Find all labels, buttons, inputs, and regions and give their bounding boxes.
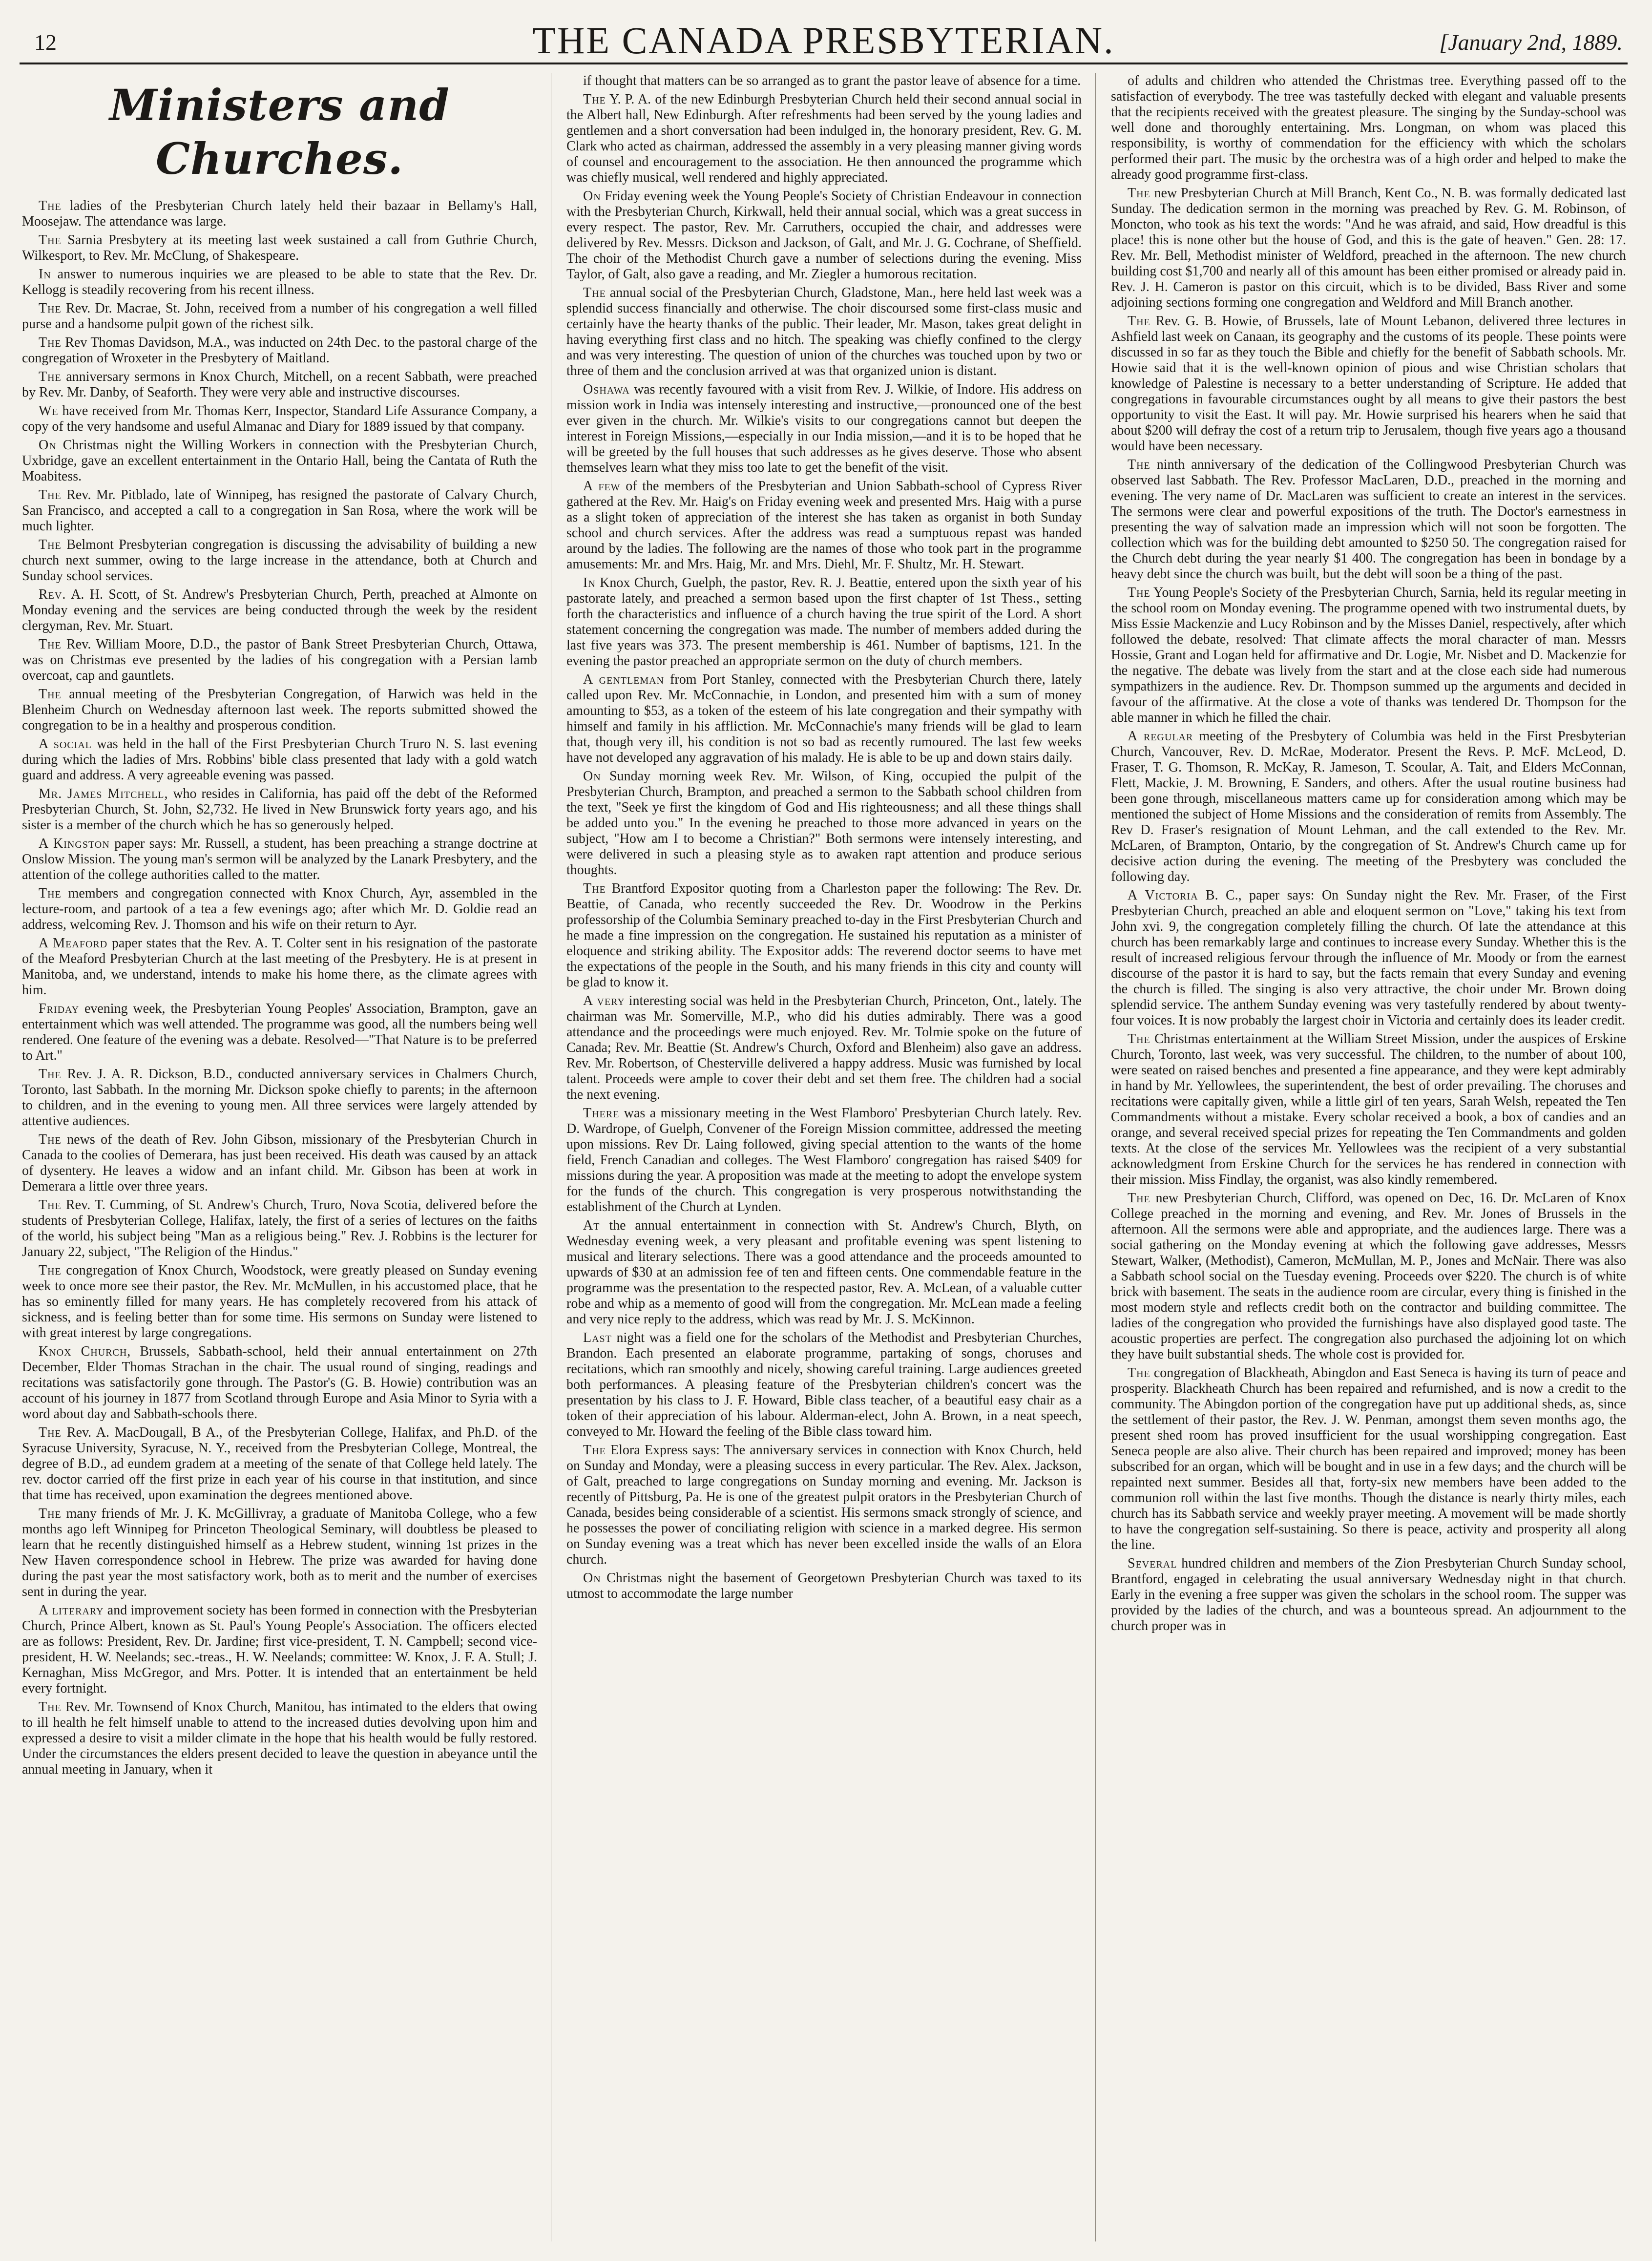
article-paragraph: There was a missionary meeting in the West Flamboro' Presbyterian Church lately. Rev. D. Wardrope, of Guelph, Convener of the Foreign Mission committee, addressed the meeting upon missions. Rev Dr. Laing followed, giving special attention to the wants of the home field, French Canadian and colleges. The West Flamboro' congregation has raised $409 for missions during the year. A proposition was made at the meeting to adopt the envelope system for the funds of the church. This congregation is very prosperous notwithstanding the establishment of the Church at Lynden. (566, 1106, 1082, 1214)
article-paragraph: of adults and children who attended the Christmas tree. Everything passed off to the satisfaction of everybody. The tree was tastefully decked with elegant and valuable presents that the recipients received with the greatest pleasure. The singing by the Sunday-school was well done and thoroughly entertaining. Mrs. Longman, on whom was placed this responsibility, is worthy of commendation for the efficiency with which the scholars performed their part. The music by the orchestra was of a high order and helped to make the already good programme first-class. (1111, 73, 1626, 182)
article-paragraph: The members and congregation connected with Knox Church, Ayr, assembled in the lecture-room, and partook of a tea a few evenings ago; after which Mr. D. Goldie read an address, welcoming Rev. J. Thomson and his wife on their return to Ayr. (22, 886, 537, 932)
article-paragraph: On Friday evening week the Young People's Society of Christian Endeavour in connection with the Presbyterian Church, Kirkwall, held their annual social, which was a great success in every respect. The pastor, Rev. Mr. Carruthers, occupied the chair, and addresses were delivered by Rev. Messrs. Dickson and Jackson, of Galt, and Mr. J. G. Cochrane, of Sheffield. The choir of the Methodist Church gave a number of selections during the evening. Miss Taylor, of Galt, also gave a reading, and Mr. Ziegler a humorous recitation. (566, 188, 1082, 282)
article-paragraph: The new Presbyterian Church at Mill Branch, Kent Co., N. B. was formally dedicated last Sunday. The dedication sermon in the morning was preached by Rev. G. M. Robinson, of Moncton, who took as his text the words: "And he was afraid, and said, How dreadful is this place! this is none other but the house of God, and this is the gate of heaven." Gen. 28: 17. Rev. Mr. Bell, Methodist minister of Weldford, preached in the afternoon. The new church building cost $1,700 and nearly all of this amount has been either promised or already paid in. Rev. J. H. Cameron is pastor on this circuit, which is to be divided, Bass River and some adjoining sections forming one congregation and Weldford and Mill Branch another. (1111, 186, 1626, 310)
article-paragraph: The annual meeting of the Presbyterian Congregation, of Harwich was held in the Blenheim Church on Wednesday afternoon last week. The reports submitted showed the congregation to be in a healthy and prosperous condition. (22, 687, 537, 733)
article-paragraph: The Rev. Dr. Macrae, St. John, received from a number of his congregation a well filled purse and a handsome pulpit gown of the richest silk. (22, 301, 537, 332)
article-paragraph: On Sunday morning week Rev. Mr. Wilson, of King, occupied the pulpit of the Presbyterian Church, Brampton, and preached a sermon to the Sabbath school children from the text, "Seek ye first the kingdom of God and His righteousness; and all these things shall be added unto you." In the evening he preached to those more advanced in years on the subject, "How am I to become a Christian?" Both sermons were intensely interesting, and were delivered in such a pleasing style as to awaken rapt attention and produce serious thoughts. (566, 769, 1082, 878)
article-paragraph: The Rev. A. MacDougall, B A., of the Presbyterian College, Halifax, and Ph.D. of the Syracuse University, Syracuse, N. Y., received from the Presbyterian College, Montreal, the degree of B.D., ad eundem gradem at a meeting of the senate of that College held lately. The rev. doctor carried off the first prize in each year of his course in that institution, and since that time has received, upon examination the degrees mentioned above. (22, 1425, 537, 1503)
column-3 (1111, 73, 1626, 2246)
column-1 (22, 73, 537, 2246)
article-paragraph: The Rev. Mr. Townsend of Knox Church, Manitou, has intimated to the elders that owing to ill health he felt himself unable to attend to the increased duties devolving upon him and expressed a desire to visit a milder climate in the hope that his health would be fully restored. Under the circumstances the elders present decided to leave the question in abeyance until the annual meeting in January, when it (22, 1699, 537, 1777)
article-paragraph: A social was held in the hall of the First Presbyterian Church Truro N. S. last evening during which the ladies of Mrs. Robbins' bible class presented that lady with a gold watch guard and address. A very agreeable evening was passed. (22, 736, 537, 783)
article-paragraph: The many friends of Mr. J. K. McGillivray, a graduate of Manitoba College, who a few months ago left Winnipeg for Princeton Theological Seminary, will doubtless be pleased to learn that he recently distinguished himself as a Hebrew student, winning 1st prizes in the New Haven correspondence school in Hebrew. The prize was awarded for having done during the past year the most satisfactory work, both as to merit and the number of exercises sent in during the year. (22, 1506, 537, 1599)
article-paragraph: A Meaford paper states that the Rev. A. T. Colter sent in his resignation of the pastorate of the Meaford Presbyterian Church at the last meeting of the Presbytery. He is at present in Manitoba, and, we understand, intends to make his home there, as the climate agrees with him. (22, 936, 537, 998)
article-paragraph: A Victoria B. C., paper says: On Sunday night the Rev. Mr. Fraser, of the First Presbyterian Church, preached an able and eloquent sermon on "Love," taking his text from John xvi. 9, the congregation completely filling the church. Of late the attendance at this church has been remarkably large and continues to increase every Sunday. Whether this is the result of increased religious fervour through the influence of Mr. Moody or from the earnest discourse of the pastor it is hard to say, but the facts remain that every Sunday and evening the church is filled. The singing is also very attractive, the choir under Mr. Brown doing splendid service. The anthem Sunday evening was very tastefully rendered by about twenty-four voices. It is now probably the largest choir in Victoria and certainly does its leader credit. (1111, 888, 1626, 1028)
article-paragraph: On Christmas night the Willing Workers in connection with the Presbyterian Church, Uxbridge, gave an excellent entertainment in the Ontario Hall, being the Cantata of Ruth the Moabitess. (22, 438, 537, 484)
article-paragraph: The Young People's Society of the Presbyterian Church, Sarnia, held its regular meeting in the school room on Monday evening. The programme opened with two instrumental duets, by Miss Essie Mackenzie and Lucy Robinson and by the Misses Daniel, respectively, after which followed the debate, resolved: That climate affects the moral character of man. Messrs Hossie, Grant and Logan held for affirmative and Dr. Logie, Mr. Nisbet and D. Mackenzie for the negative. The debate was lively from the start and at the close each side had numerous sympathizers in the audience. Rev. Dr. Thompson summed up the arguments and decided in favour of the affirmative. At the close a vote of thanks was tendered Dr. Thompson for the able manner in which he filled the chair. (1111, 585, 1626, 725)
article-paragraph: A gentleman from Port Stanley, connected with the Presbyterian Church there, lately called upon Rev. Mr. McConnachie, in London, and presented him with a sum of money amounting to $53, as a token of the esteem of his late congregation and their sympathy with himself and family in his affliction. Mr. McConnachie's many friends will be glad to learn that, though very ill, his condition is not so bad as recently rumoured. The last few weeks have not developed any aggravation of his malady. He is able to be up and down stairs daily. (566, 672, 1082, 765)
issue-date: [January 2nd, 1889. (1439, 30, 1623, 55)
article-paragraph: A few of the members of the Presbyterian and Union Sabbath-school of Cypress River gathered at the Rev. Mr. Haig's on Friday evening week and presented Mrs. Haig with a purse as a slight token of appreciation of the interest she has taken as organist in both Sunday school and church services. After the address was read a sumptuous repast was handed around by the ladies. The following are the names of those who took part in the programme amusements: Mr. and Mrs. Haig, Mr. and Mrs. Diehl, Mr. F. Shultz, Mr. H. Stewart. (566, 479, 1082, 572)
section-title: Ministers and Churches. (109, 80, 450, 184)
article-paragraph: The Rev. T. Cumming, of St. Andrew's Church, Truro, Nova Scotia, delivered before the students of Presbyterian College, Halifax, lately, the first of a series of lectures on the faiths of the world, his subject being "Man as a religious being." Rev. J. Robbins is the lecturer for January 22, subject, "The Religion of the Hindus." (22, 1197, 537, 1259)
article-paragraph: We have received from Mr. Thomas Kerr, Inspector, Standard Life Assurance Company, a copy of the very handsome and useful Almanac and Diary for 1889 issued by that company. (22, 403, 537, 434)
article-paragraph: Knox Church, Brussels, Sabbath-school, held their annual entertainment on 27th December, Elder Thomas Strachan in the chair. The usual round of singing, readings and recitations was satisfactorily gone through. The Pastor's (G. B. Howie) contribution was an account of his journey in 1877 from Scotland through Europe and Asia Minor to Syria with a word about day and Sabbath-schools there. (22, 1344, 537, 1422)
article-paragraph: A regular meeting of the Presbytery of Columbia was held in the First Presbyterian Church, Vancouver, Rev. D. McRae, Moderator. Present the Revs. P. McF. McLeod, D. Fraser, T. G. Thomson, R. McKay, R. Jameson, T. Scoular, A. Tait, and Elders McConnan, Flett, Mackie, J. M. Browning, E Sanders, and others. After the usual routine business had been gone through, miscellaneous matters came up for consideration among which may be mentioned the subject of Home Missions and the consideration of remits from Assembly. The Rev D. Fraser's resignation of Mount Lehman, and the call extended to the Rev. Mr. McLaren, of Brampton, Ontario, by the congregation of St. Andrew's Church came up for decisive action during the evening. The meeting of the Presbytery was concluded the following day. (1111, 729, 1626, 884)
header-rule (20, 63, 1628, 64)
article-paragraph: The new Presbyterian Church, Clifford, was opened on Dec, 16. Dr. McLaren of Knox College preached in the morning and evening, and Rev. Mr. Jones of Brussels in the afternoon. All the sermons were able and appropriate, and the audiences large. There was a social gathering on the Monday evening at which the following gave addresses, Messrs Stewart, Walker, (Methodist), Cameron, McMullan, M. P., Jones and McNair. There was also a Sabbath school social on the Tuesday evening. Proceeds over $220. The church is of white brick with basement. The seats in the audience room are circular, every thing is finished in the most modern style and reflects credit both on the contractor and building committee. The ladies of the congregation who provided the furnishings have also displayed good taste. The acoustic properties are perfect. The congregation also purchased the adjoining lot on which they have built substantial sheds. The whole cost is provided for. (1111, 1191, 1626, 1362)
article-paragraph: Several hundred children and members of the Zion Presbyterian Church Sunday school, Brantford, engaged in celebrating the usual anniversary Wednesday night in that church. Early in the evening a free supper was given the scholars in the school room. The supper was provided by the ladies of the church, and was a bounteous spread. An adjournment to the church proper was in (1111, 1556, 1626, 1633)
article-paragraph: A Kingston paper says: Mr. Russell, a student, has been preaching a strange doctrine at Onslow Mission. The young man's sermon will be analyzed by the Lanark Presbytery, and the attention of the college authorities called to the matter. (22, 836, 537, 882)
article-paragraph: On Christmas night the basement of Georgetown Presbyterian Church was taxed to its utmost to accommodate the large number (566, 1570, 1082, 1601)
article-paragraph: The ninth anniversary of the dedication of the Collingwood Presbyterian Church was observed last Sabbath. The Rev. Professor MacLaren, D.D., preached in the morning and evening. The very name of Dr. MacLaren was sufficient to create an interest in the services. The sermons were clear and powerful expositions of the truth. The Doctor's earnestness in presenting the way of salvation made an impression which will not soon be forgotten. The collection which was for the building debt amounted to $250 50. The congregation raised for the Church debt during the year nearly $1 400. The congregation has been in bondage by a heavy debt since the church was built, but the debt will soon be a thing of the past. (1111, 457, 1626, 582)
article-paragraph: The Rev. G. B. Howie, of Brussels, late of Mount Lebanon, delivered three lectures in Ashfield last week on Canaan, its geography and the customs of its people. These points were discussed in so far as they touch the Bible and chiefly for the benefit of Sabbath schools. Mr. Howie said that it is the well-known opinion of pious and wise Christian scholars that knowledge of Palestine is necessary to a better understanding of Scripture. He added that congregations in favourable circumstances ought by all means to give their pastors the best opportunity to visit the East. It will pay. Mr. Howie surprised his hearers when he said that about $200 will defray the cost of a return trip to Jerusalem, though five years ago a thousand would have been necessary. (1111, 314, 1626, 454)
article-paragraph: A very interesting social was held in the Presbyterian Church, Princeton, Ont., lately. The chairman was Mr. Somerville, M.P., who did his duties admirably. There was a good attendance and the proceedings were much enjoyed. Rev. Mr. Tolmie spoke on the future of Canada; Rev. Mr. Beattie (St. Andrew's Church, Oxford and Blenheim) also gave an address. Rev. Mr. Robertson, of Chesterville delivered a happy address. Music was furnished by local talent. Proceeds were ample to cover their debt and set them free. The children had a social the next evening. (566, 993, 1082, 1102)
article-paragraph: The Y. P. A. of the new Edinburgh Presbyterian Church held their second annual social in the Albert hall, New Edinburgh. After refreshments had been served by the young ladies and gentlemen and a short conversation had been indulged in, the honorary president, Rev. G. M. Clark who acted as chairman, addressed the assembly in a very pleasing manner giving words of counsel and encouragement to the association. He then announced the programme which was chiefly musical, well rendered and highly appreciated. (566, 92, 1082, 185)
article-paragraph: Rev. A. H. Scott, of St. Andrew's Presbyterian Church, Perth, preached at Almonte on Monday evening and the services are being conducted through the week by the resident clergyman, Rev. Mr. Stuart. (22, 587, 537, 633)
article-paragraph: The Belmont Presbyterian congregation is discussing the advisability of building a new church next summer, owing to the large increase in the attendance, both at Church and Sunday school services. (22, 537, 537, 584)
article-paragraph: The anniversary sermons in Knox Church, Mitchell, on a recent Sabbath, were preached by Rev. Mr. Danby, of Seaforth. They were very able and instructive discourses. (22, 369, 537, 400)
article-paragraph: Mr. James Mitchell, who resides in California, has paid off the debt of the Reformed Presbyterian Church, St. John, $2,732. He lived in New Brunswick forty years ago, and his sister is a member of the church which he has so generously helped. (22, 786, 537, 833)
article-paragraph: The congregation of Blackheath, Abingdon and East Seneca is having its turn of peace and prosperity. Blackheath Church has been repaired and refurnished, and is now a credit to the community. The Abingdon portion of the congregation have put up additional sheds, as, since the settlement of their pastor, the Rev. J. W. Penman, amongst them seven months ago, the present shed room has proved insufficient for the usual worshipping congregation. East Seneca people are also alive. Their church has been repaired and improved; money has been subscribed for an organ, which will be bought and in use in a few days; and the church will be repainted next summer. Besides all that, forty-six new members have been added to the communion roll within the last five months. Though the distance is nearly thirty miles, each church has its Sabbath service and weekly prayer meeting. A movement will be made shortly to have the congregation self-sustaining. So there is peace, activity and prosperity all along the line. (1111, 1365, 1626, 1552)
article-paragraph: A literary and improvement society has been formed in connection with the Presbyterian Church, Prince Albert, known as St. Paul's Young People's Association. The officers elected are as follows: President, Rev. Dr. Jardine; first vice-president, T. N. Campbell; second vice-president, H. W. Neelands; sec.-treas., H. W. Neelands; committee: W. Knox, J. F. A. Stull; J. Kernaghan, Miss McGregor, and Mrs. Potter. It is intended that an entertainment be held every fortnight. (22, 1603, 537, 1696)
article-paragraph: if thought that matters can be so arranged as to grant the pastor leave of absence for a time. (583, 73, 1081, 88)
article-paragraph: The Christmas entertainment at the William Street Mission, under the auspices of Erskine Church, Toronto, last week, was very successful. The children, to the number of about 100, were seated on raised benches and presented a fine appearance, and they were kept admirably in hand by Mr. Yellowlees, the superintendent, the best of order prevailing. The choruses and recitations were capitally given, while a little girl of ten years, Sarah Welsh, repeated the Ten Commandments without a mistake. Every scholar received a book, a box of candies and an orange, and several received special prizes for repeating the Ten Commandments and golden texts. At the close of the services Mr. Yellowlees was the recipient of a very substantial acknowledgment from Erskine Church for the services he has rendered in connection with their mission. Miss Findlay, the organist, was also kindly remembered. (1111, 1031, 1626, 1187)
page-header (20, 9, 1628, 63)
article-paragraph: The ladies of the Presbyterian Church lately held their bazaar in Bellamy's Hall, Moosejaw. The attendance was large. (22, 198, 537, 229)
article-paragraph: The Rev Thomas Davidson, M.A., was inducted on 24th Dec. to the pastoral charge of the congregation of Wroxeter in the Presbytery of Maitland. (22, 335, 537, 366)
article-paragraph: In Knox Church, Guelph, the pastor, Rev. R. J. Beattie, entered upon the sixth year of his pastorate lately, and preached a sermon based upon the first chapter of 1st Thess., setting forth the characteristics and influence of a church having the true spirit of the Lord. A short statement concerning the congregation was made. The number of members added during the last five years was 373. The present membership is 461. Number of baptisms, 121. In the evening the pastor preached an appropriate sermon on the duty of church members. (566, 575, 1082, 669)
article-paragraph: The Brantford Expositor quoting from a Charleston paper the following: The Rev. Dr. Beattie, of Canada, who recently succeeded the Rev. Dr. Woodrow in the Perkins professorship of the Columbia Seminary preached to-day in the First Presbyterian Church and he made a fine impression on the congregation. He sustained his reputation as a minister of eloquence and striking ability. The Expositor adds: The reverend doctor seems to have met the expectations of the people in the South, and his many friends in this city and county will be glad to know it. (566, 881, 1082, 990)
column-divider (1095, 73, 1096, 2241)
article-paragraph: Last night was a field one for the scholars of the Methodist and Presbyterian Churches, Brandon. Each presented an elaborate programme, partaking of songs, choruses and recitations, which ran smoothly and nicely, showing careful training. Large audiences greeted both performances. A pleasing feature of the Presbyterian children's concert was the presentation by his class to J. F. Howard, Bible class teacher, of a beautiful easy chair as a token of their appreciation of his labour. Alderman-elect, John A. Brown, in a neat speech, conveyed to Mr. Howard the feeling of the Bible class toward him. (566, 1330, 1082, 1439)
article-paragraph: Oshawa was recently favoured with a visit from Rev. J. Wilkie, of Indore. His address on mission work in India was intensely interesting and instructive,—pronounced one of the best ever given in the church. Mr. Wilkie's visits to our congregations cannot but deepen the interest in Foreign Missions,—especially in our India mission,—and it is to be hoped that he will be greeted by the full houses that such addresses as he gives deserve. Those who absent themselves learn what they miss too late to get the benefit of the visit. (566, 382, 1082, 475)
article-paragraph: At the annual entertainment in connection with St. Andrew's Church, Blyth, on Wednesday evening week, a very pleasant and profitable evening was spent listening to musical and literary selections. There was a good attendance and the proceeds amounted to upwards of $30 at an admission fee of ten and fifteen cents. One commendable feature in the programme was the presentation to the respected pastor, Rev. A. McLean, of a valuable cutter robe and whip as a memento of good will from the congregation. Mr. McLean made a feeling and very nice reply to the address, which was read by Mr. J. S. McKinnon. (566, 1218, 1082, 1327)
masthead-title: THE CANADA PRESBYTERIAN. (532, 19, 1115, 62)
article-paragraph: In answer to numerous inquiries we are pleased to be able to state that the Rev. Dr. Kellogg is steadily recovering from his recent illness. (22, 267, 537, 297)
article-paragraph: The Sarnia Presbytery at its meeting last week sustained a call from Guthrie Church, Wilkesport, to Rev. Mr. McClung, of Shakespeare. (22, 232, 537, 263)
article-paragraph: The Rev. Mr. Pitblado, late of Winnipeg, has resigned the pastorate of Calvary Church, San Francisco, and accepted a call to a congregation in San Rosa, where the work will be much lighter. (22, 487, 537, 534)
article-paragraph: The annual social of the Presbyterian Church, Gladstone, Man., here held last week was a splendid success financially and otherwise. The choir discoursed some first-class music and certainly have the hearty thanks of the public. Their leader, Mr. Mason, takes great delight in having everything first class and no hitch. The speaking was chiefly confined to the clergy and was very interesting. The question of union of the churches was touched upon by two or three of them and the conclusion arrived at was that organized union is distant. (566, 285, 1082, 378)
article-paragraph: The Elora Express says: The anniversary services in connection with Knox Church, held on Sunday and Monday, were a pleasing success in every particular. The Rev. Alex. Jackson, of Galt, preached to large congregations on Sunday morning and evening. Mr. Jackson is recently of Pittsburg, Pa. He is one of the greatest pulpit orators in the Presbyterian Church of Canada, besides being considerable of a scientist. His sermons smack strongly of science, and he possesses the power of conciliating religion with science in a marked degree. His sermon on Sunday evening was a treat which has never been excelled inside the walls of an Elora church. (566, 1443, 1082, 1567)
article-paragraph: Friday evening week, the Presbyterian Young Peoples' Association, Brampton, gave an entertainment which was well attended. The programme was good, all the numbers being well rendered. One feature of the evening was a debate. Resolved—"That Nature is to be preferred to Art." (22, 1001, 537, 1063)
article-paragraph: The Rev. William Moore, D.D., the pastor of Bank Street Presbyterian Church, Ottawa, was on Christmas eve presented by the ladies of his congregation with a Persian lamb overcoat, cap and gauntlets. (22, 637, 537, 683)
article-paragraph: The Rev. J. A. R. Dickson, B.D., conducted anniversary services in Chalmers Church, Toronto, last Sabbath. In the morning Mr. Dickson spoke chiefly to parents; in the afternoon to children, and in the evening to young men. All three services were largely attended by attentive audiences. (22, 1067, 537, 1129)
article-paragraph: The news of the death of Rev. John Gibson, missionary of the Presbyterian Church in Canada to the coolies of Demerara, has just been received. His death was caused by an attack of dysentery. He leaves a widow and an infant child. Mr. Gibson has been at work in Demerara a little over three years. (22, 1132, 537, 1194)
column-2 (566, 73, 1082, 2246)
page-number: 12 (34, 30, 57, 55)
article-paragraph: The congregation of Knox Church, Woodstock, were greatly pleased on Sunday evening week to once more see their pastor, the Rev. Mr. McMullen, in his accustomed place, that he has so eminently filled for many years. He has completely recovered from his attack of sickness, and is feeling better than for some time. His sermons on Sunday were listened to with great interest by large congregations. (22, 1263, 537, 1340)
